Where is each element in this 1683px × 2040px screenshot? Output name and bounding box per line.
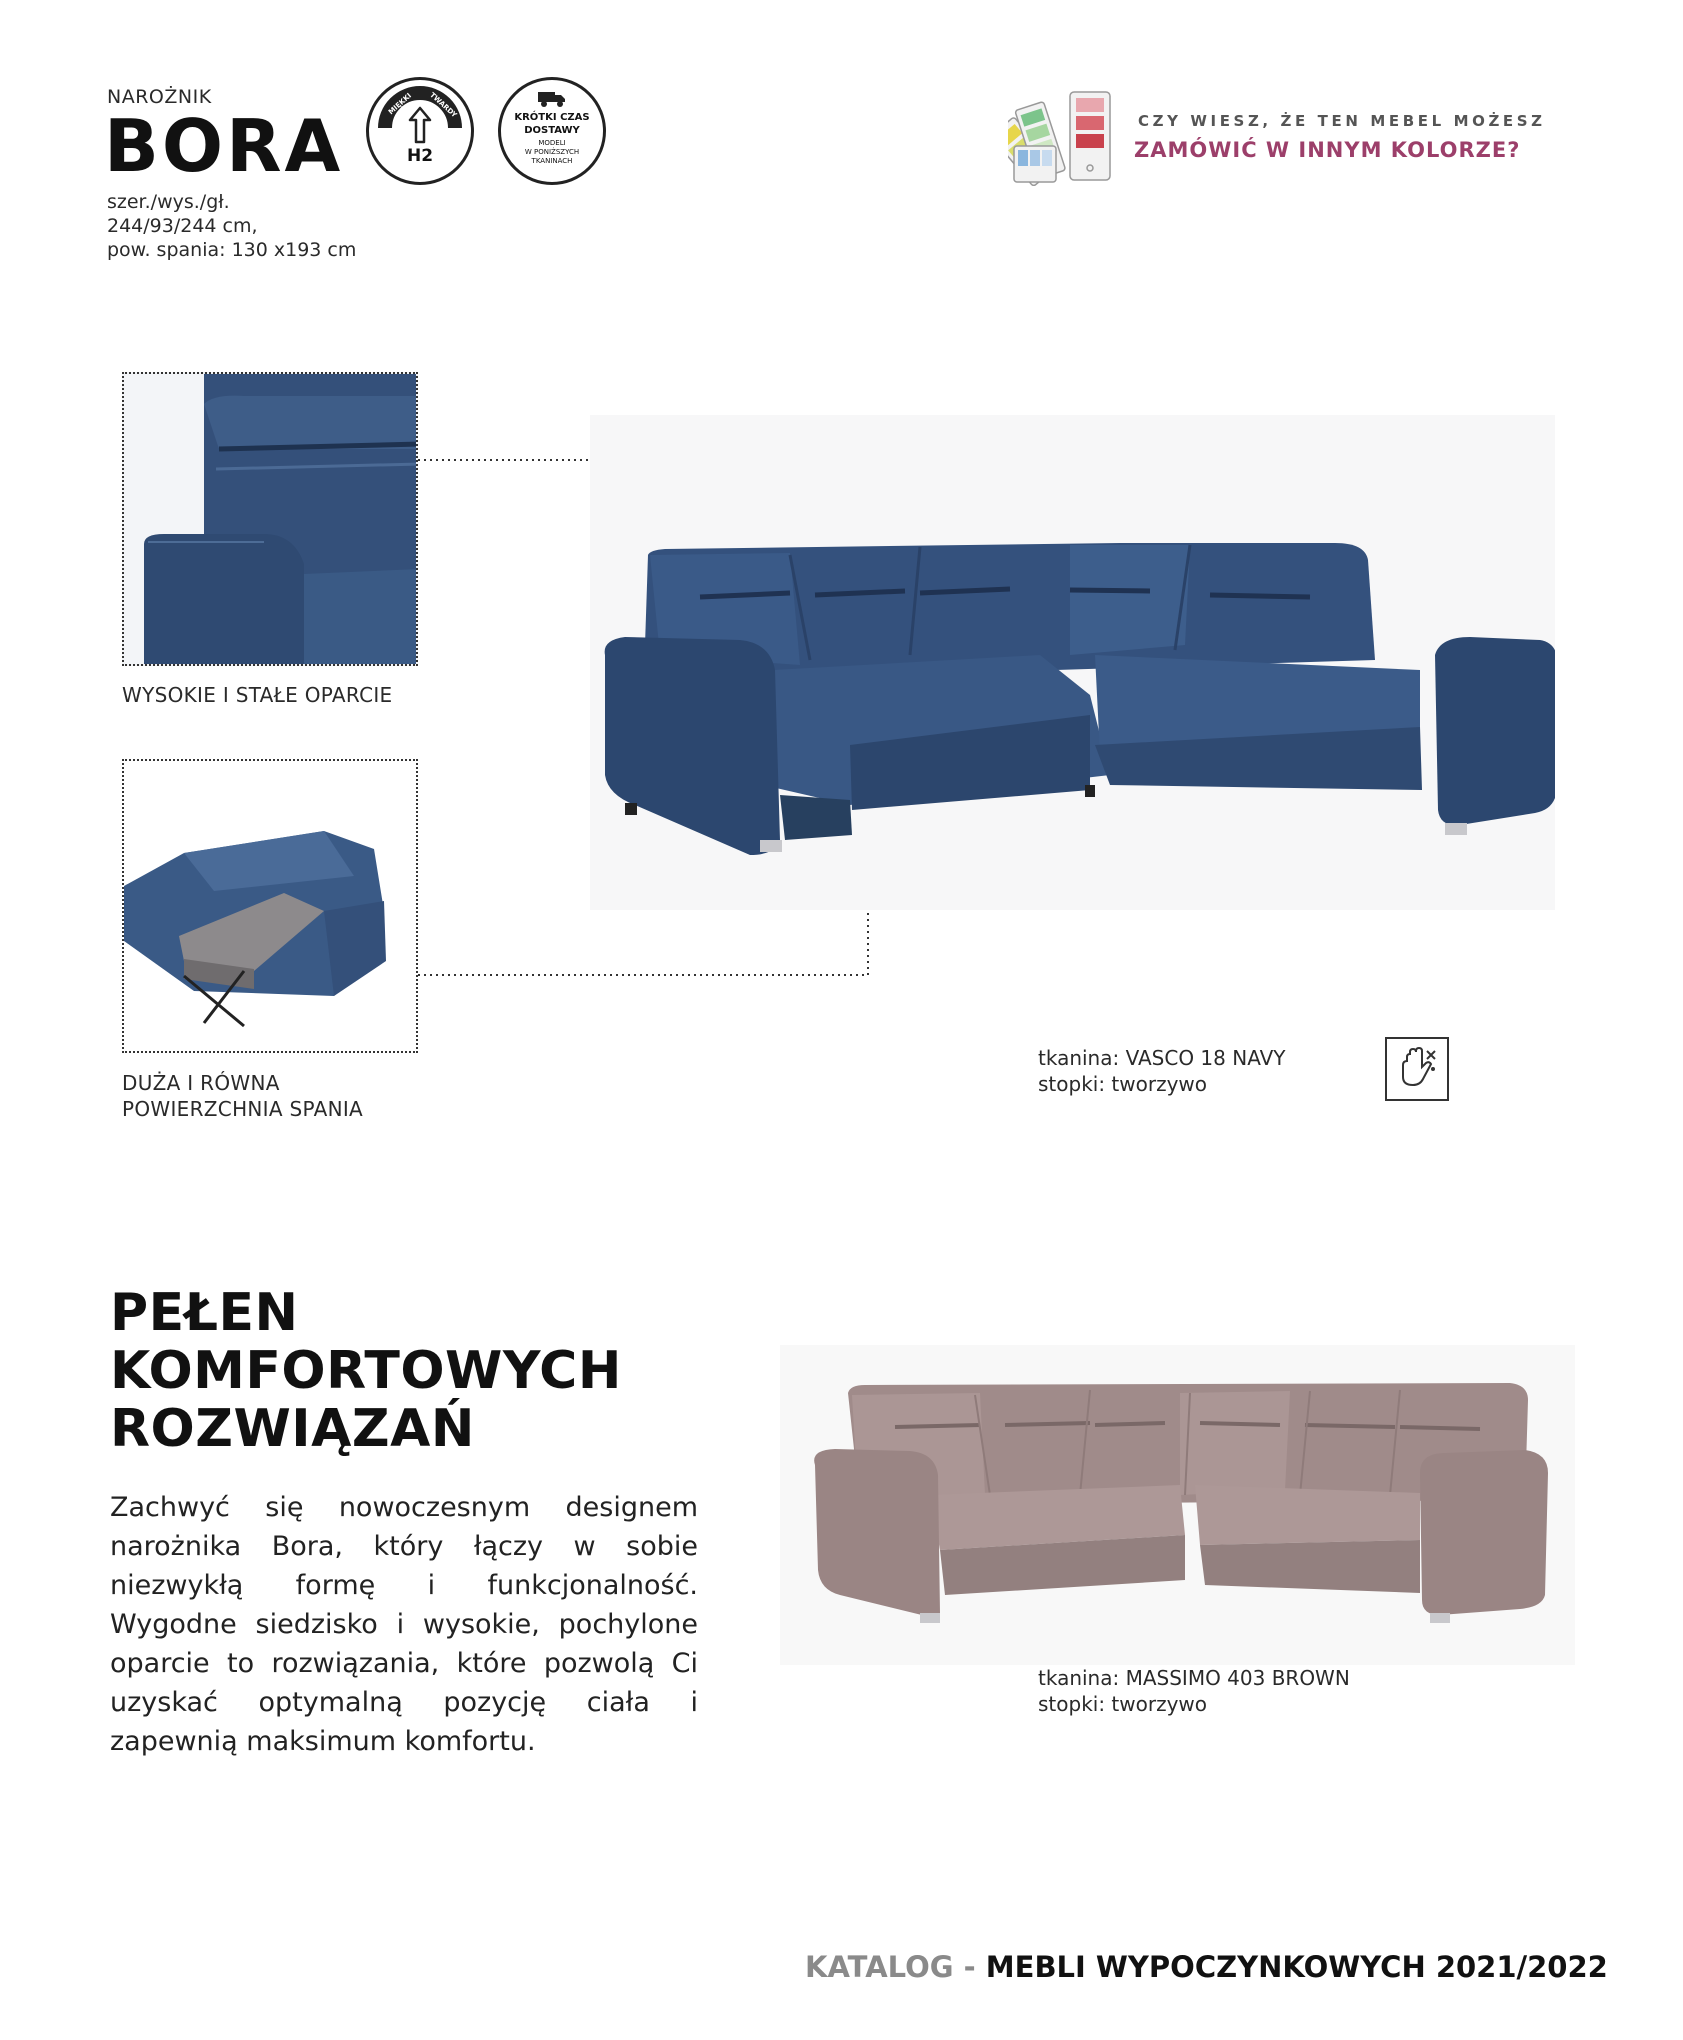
brown-feet: stopki: tworzywo [1038,1692,1208,1716]
firmness-level: H2 [406,146,434,166]
promo-question: CZY WIESZ, ŻE TEN MEBEL MOŻESZ [1138,112,1546,130]
promo-answer: ZAMÓWIĆ W INNYM KOLORZE? [1134,138,1521,162]
section-heading [110,1284,622,1458]
delivery-line-1: KRÓTKI CZAS [514,112,590,123]
heading-line-3: ROZWIĄZAŃ [110,1399,475,1459]
firmness-soft-label: MIĘKKI [386,91,414,117]
delivery-line-5: TKANINACH [531,157,573,165]
dims-values: 244/93/244 cm, [107,215,258,237]
product-type-label: NAROŻNIK [107,86,212,108]
delivery-line-4: W PONIŻSZYCH [524,148,580,156]
sleep-function-image [124,761,418,1053]
footer-prefix: KATALOG - [805,1950,986,1984]
dims-label: szer./wys./gł. [107,191,230,213]
detail-caption-backrest: WYSOKIE I STAŁE OPARCIE [122,683,393,707]
delivery-line-2: DOSTAWY [524,125,580,136]
detail-backrest [122,372,418,666]
hand-wash-care-icon [1385,1037,1449,1101]
sleep-area: pow. spania: 130 x193 cm [107,239,357,261]
catalog-footer [805,1950,1608,1984]
footer-title: MEBLI WYPOCZYNKOWYCH 2021/2022 [985,1950,1608,1984]
heading-line-2: KOMFORTOWYCH [110,1341,622,1401]
detail-caption-sleep-1: DUŻA I RÓWNA [122,1071,280,1095]
delivery-line-3: MODELI [538,139,566,147]
detail-sleep-area [122,759,418,1053]
heading-line-1: PEŁEN [110,1283,299,1343]
product-name: BORA [104,104,344,188]
firmness-hard-label: TWARDY [428,90,459,120]
section-body: Zachwyć się nowoczesnym designem narożnika Bora, który łączy w sobie niezwykłą formę i funkcjonalność. Wygodne siedzisko i wysokie, pochylone oparcie to rozwiązania, które pozwolą Ci uzyskać optymalną pozycję ciała i zapewnią maksimum komfortu. [110,1492,698,1757]
backrest-closeup-image [124,374,418,666]
navy-corner-sofa-image [590,415,1555,910]
detail-caption-sleep-2: POWIERZCHNIA SPANIA [122,1097,364,1121]
navy-fabric: tkanina: VASCO 18 NAVY [1038,1046,1286,1070]
brown-corner-sofa-image [780,1345,1575,1665]
navy-feet: stopki: tworzywo [1038,1072,1208,1096]
brown-fabric: tkanina: MASSIMO 403 BROWN [1038,1666,1350,1690]
